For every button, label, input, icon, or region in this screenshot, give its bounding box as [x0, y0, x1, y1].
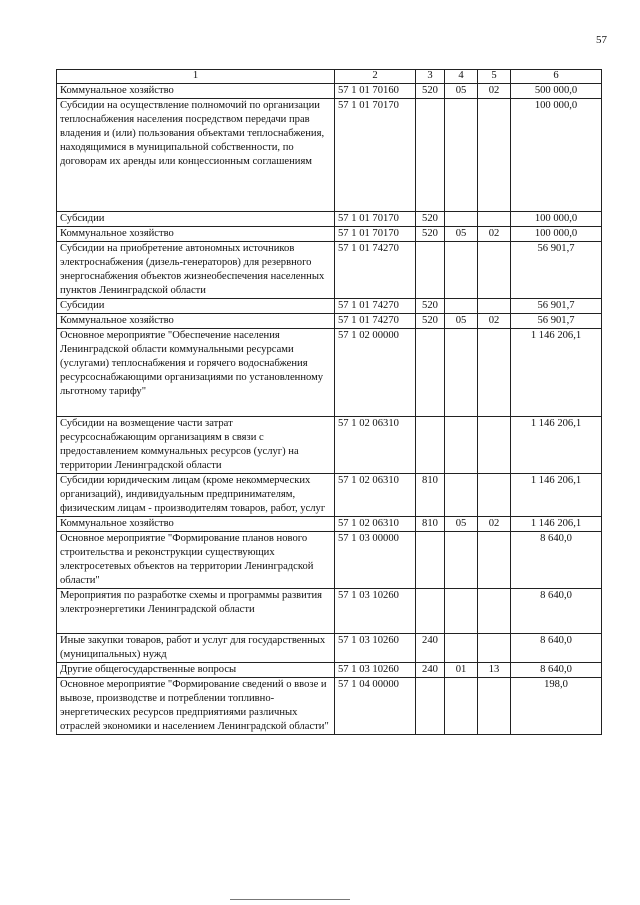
row-sum: 8 640,0 — [511, 532, 602, 589]
table-row — [57, 299, 602, 314]
table-row — [57, 678, 602, 735]
table-row — [57, 634, 602, 663]
row-subsection — [478, 99, 511, 212]
row-expense-type — [416, 242, 445, 299]
scan-edge-line — [230, 899, 350, 900]
row-name: Субсидии на осуществление полномочий по организации теплоснабжения населения посредством передачи прав владения и (или) пользования объектами теплоснабжения, находящимися в муниципальной собственности, по договорам их аренды или концессионным соглашениям — [57, 99, 335, 212]
table-row — [57, 517, 602, 532]
row-section: 05 — [445, 84, 478, 99]
page-number: 57 — [596, 34, 607, 46]
row-sum: 56 901,7 — [511, 242, 602, 299]
row-subsection — [478, 474, 511, 517]
row-expense-type: 810 — [416, 474, 445, 517]
row-sum: 56 901,7 — [511, 299, 602, 314]
row-name: Коммунальное хозяйство — [57, 517, 335, 532]
row-name: Основное мероприятие "Обеспечение населения Ленинградской области коммунальными ресурсами (услугами) теплоснабжения и горячего водоснабжения ресурсоснабжающими организациями по установленному льготному тарифу" — [57, 329, 335, 417]
row-subsection — [478, 634, 511, 663]
row-expense-type: 240 — [416, 663, 445, 678]
row-name: Субсидии на возмещение части затрат ресурсоснабжающим организациям в связи с предоставлением коммунальных ресурсов (услуг) на территории Ленинградской области — [57, 417, 335, 474]
row-name: Коммунальное хозяйство — [57, 84, 335, 99]
row-code: 57 1 01 74270 — [335, 242, 416, 299]
row-name: Субсидии — [57, 212, 335, 227]
row-code: 57 1 04 00000 — [335, 678, 416, 735]
row-sum: 1 146 206,1 — [511, 517, 602, 532]
row-sum: 198,0 — [511, 678, 602, 735]
row-name: Коммунальное хозяйство — [57, 227, 335, 242]
row-sum: 100 000,0 — [511, 227, 602, 242]
table-row — [57, 227, 602, 242]
row-code: 57 1 01 70170 — [335, 212, 416, 227]
row-subsection: 02 — [478, 227, 511, 242]
row-subsection: 13 — [478, 663, 511, 678]
row-expense-type — [416, 329, 445, 417]
row-sum: 8 640,0 — [511, 589, 602, 634]
row-code: 57 1 01 74270 — [335, 299, 416, 314]
budget-table — [56, 69, 602, 735]
row-subsection: 02 — [478, 314, 511, 329]
row-expense-type — [416, 532, 445, 589]
row-name: Субсидии юридическим лицам (кроме некоммерческих организаций), индивидуальным предпринимателям, физическим лицам - производителям товаров, работ, услуг — [57, 474, 335, 517]
row-section — [445, 242, 478, 299]
row-section — [445, 417, 478, 474]
row-section — [445, 474, 478, 517]
row-section — [445, 532, 478, 589]
row-code: 57 1 01 74270 — [335, 314, 416, 329]
row-expense-type: 520 — [416, 299, 445, 314]
row-subsection — [478, 329, 511, 417]
row-sum: 100 000,0 — [511, 99, 602, 212]
table-row — [57, 99, 602, 212]
row-subsection — [478, 212, 511, 227]
column-header: 6 — [511, 70, 602, 84]
row-code: 57 1 02 06310 — [335, 417, 416, 474]
row-subsection — [478, 417, 511, 474]
row-section — [445, 634, 478, 663]
row-code: 57 1 03 10260 — [335, 663, 416, 678]
row-subsection: 02 — [478, 517, 511, 532]
row-name: Основное мероприятие "Формирование сведений о ввозе и вывозе, производстве и потреблении топливно-энергетических ресурсов предприятиями различных отраслей экономики и населением Ленинградской области" — [57, 678, 335, 735]
table-row — [57, 663, 602, 678]
row-subsection — [478, 589, 511, 634]
table-row — [57, 532, 602, 589]
row-sum: 56 901,7 — [511, 314, 602, 329]
row-name: Субсидии на приобретение автономных источников электроснабжения (дизель-генераторов) для резервного энергоснабжения объектов жизнеобеспечения населенных пунктов Ленинградской области — [57, 242, 335, 299]
table-row — [57, 329, 602, 417]
column-header: 3 — [416, 70, 445, 84]
row-name: Другие общегосударственные вопросы — [57, 663, 335, 678]
row-section: 01 — [445, 663, 478, 678]
row-code: 57 1 02 06310 — [335, 474, 416, 517]
row-name: Иные закупки товаров, работ и услуг для государственных (муниципальных) нужд — [57, 634, 335, 663]
row-section: 05 — [445, 314, 478, 329]
row-sum: 1 146 206,1 — [511, 417, 602, 474]
row-expense-type: 810 — [416, 517, 445, 532]
row-section — [445, 299, 478, 314]
row-sum: 1 146 206,1 — [511, 474, 602, 517]
row-code: 57 1 03 10260 — [335, 634, 416, 663]
row-section: 05 — [445, 517, 478, 532]
table-row — [57, 314, 602, 329]
row-code: 57 1 01 70170 — [335, 227, 416, 242]
row-section: 05 — [445, 227, 478, 242]
row-subsection — [478, 242, 511, 299]
row-expense-type — [416, 678, 445, 735]
row-code: 57 1 01 70170 — [335, 99, 416, 212]
row-expense-type — [416, 417, 445, 474]
row-code: 57 1 01 70160 — [335, 84, 416, 99]
column-header: 1 — [57, 70, 335, 84]
row-expense-type: 520 — [416, 84, 445, 99]
column-header: 4 — [445, 70, 478, 84]
row-code: 57 1 02 00000 — [335, 329, 416, 417]
table-row — [57, 417, 602, 474]
row-name: Основное мероприятие "Формирование планов нового строительства и реконструкции существующих электросетевых объектов на территории Ленинградской области" — [57, 532, 335, 589]
row-code: 57 1 02 06310 — [335, 517, 416, 532]
row-expense-type — [416, 589, 445, 634]
table-header-row — [57, 70, 602, 84]
row-sum: 100 000,0 — [511, 212, 602, 227]
row-expense-type: 520 — [416, 227, 445, 242]
row-subsection — [478, 299, 511, 314]
row-section — [445, 329, 478, 417]
row-section — [445, 212, 478, 227]
row-section — [445, 99, 478, 212]
column-header: 2 — [335, 70, 416, 84]
table-row — [57, 474, 602, 517]
row-sum: 500 000,0 — [511, 84, 602, 99]
row-subsection — [478, 532, 511, 589]
table-row — [57, 242, 602, 299]
row-sum: 8 640,0 — [511, 663, 602, 678]
row-code: 57 1 03 10260 — [335, 589, 416, 634]
row-name: Коммунальное хозяйство — [57, 314, 335, 329]
row-section — [445, 678, 478, 735]
row-sum: 1 146 206,1 — [511, 329, 602, 417]
column-header: 5 — [478, 70, 511, 84]
table-row — [57, 589, 602, 634]
row-expense-type — [416, 99, 445, 212]
row-subsection: 02 — [478, 84, 511, 99]
row-name: Мероприятия по разработке схемы и программы развития электроэнергетики Ленинградской области — [57, 589, 335, 634]
row-sum: 8 640,0 — [511, 634, 602, 663]
table-row — [57, 212, 602, 227]
row-expense-type: 520 — [416, 212, 445, 227]
row-code: 57 1 03 00000 — [335, 532, 416, 589]
row-expense-type: 240 — [416, 634, 445, 663]
row-subsection — [478, 678, 511, 735]
table-row — [57, 84, 602, 99]
row-name: Субсидии — [57, 299, 335, 314]
row-expense-type: 520 — [416, 314, 445, 329]
row-section — [445, 589, 478, 634]
